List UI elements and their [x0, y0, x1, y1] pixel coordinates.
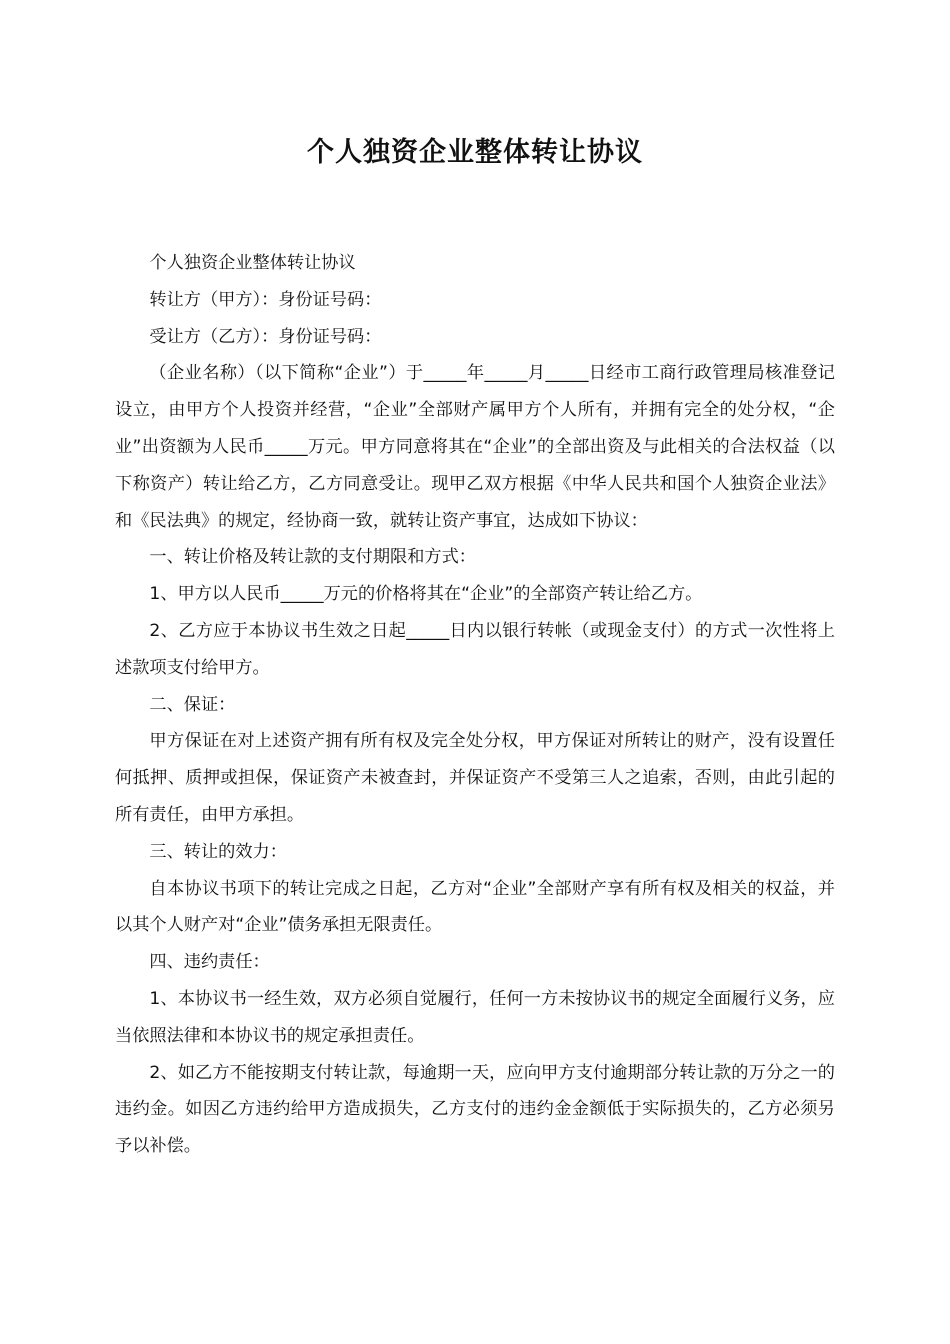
clause-effect: 自本协议书项下的转让完成之日起，乙方对“企业”全部财产享有所有权及相关的权益，并以其个人财产对“企业”债务承担无限责任。 [115, 878, 835, 936]
section-heading-liability: 四、违约责任： [149, 952, 270, 973]
section-heading-guarantee: 二、保证： [149, 694, 236, 715]
transferor-line: 转让方（甲方）：身份证号码： [149, 289, 382, 310]
clause-liability-2: 2、如乙方不能按期支付转让款，每逾期一天，应向甲方支付逾期部分转让款的万分之一的违约金。如因乙方违约给甲方造成损失，乙方支付的违约金金额低于实际损失的，乙方必须另予以补偿。 [115, 1062, 835, 1157]
clause-guarantee: 甲方保证在对上述资产拥有所有权及完全处分权，甲方保证对所转让的财产，没有设置任何抵押、质押或担保，保证资产未被查封，并保证资产不受第三人之追索，否则，由此引起的所有责任，由甲方承担。 [115, 731, 835, 825]
document-body [115, 245, 835, 1165]
doc-heading-repeat: 个人独资企业整体转让协议 [149, 253, 356, 273]
clause-liability-1: 1、本协议书一经生效，双方必须自觉履行，任何一方未按协议书的规定全面履行义务，应当依照法律和本协议书的规定承担责任。 [115, 988, 835, 1046]
clause-price-1: 1、甲方以人民币_____万元的价格将其在“企业”的全部资产转让给乙方。 [149, 584, 703, 605]
section-heading-effect: 三、转让的效力： [149, 841, 287, 862]
section-heading-price: 一、转让价格及转让款的支付期限和方式： [149, 547, 476, 568]
clause-price-2: 2、乙方应于本协议书生效之日起_____日内以银行转帐（或现金支付）的方式一次性将上述款项支付给甲方。 [115, 620, 835, 678]
transferee-line: 受让方（乙方）：身份证号码： [149, 326, 382, 347]
preamble-paragraph: （企业名称）（以下简称“企业”）于_____年_____月_____日经市工商行政管理局核准登记设立，由甲方个人投资并经营，“企业”全部财产属甲方个人所有，并拥有完全的处分权，“企业”出资额为人民币_____万元。甲方同意将其在“企业”的全部出资及与此相关的合法权益（以下称资产）转让给乙方，乙方同意受让。现甲乙双方根据《中华人民共和国个人独资企业法》和《民法典》的规定，经协商一致，就转让资产事宜，达成如下协议： [115, 363, 835, 531]
document-title: 个人独资企业整体转让协议 [307, 137, 643, 168]
